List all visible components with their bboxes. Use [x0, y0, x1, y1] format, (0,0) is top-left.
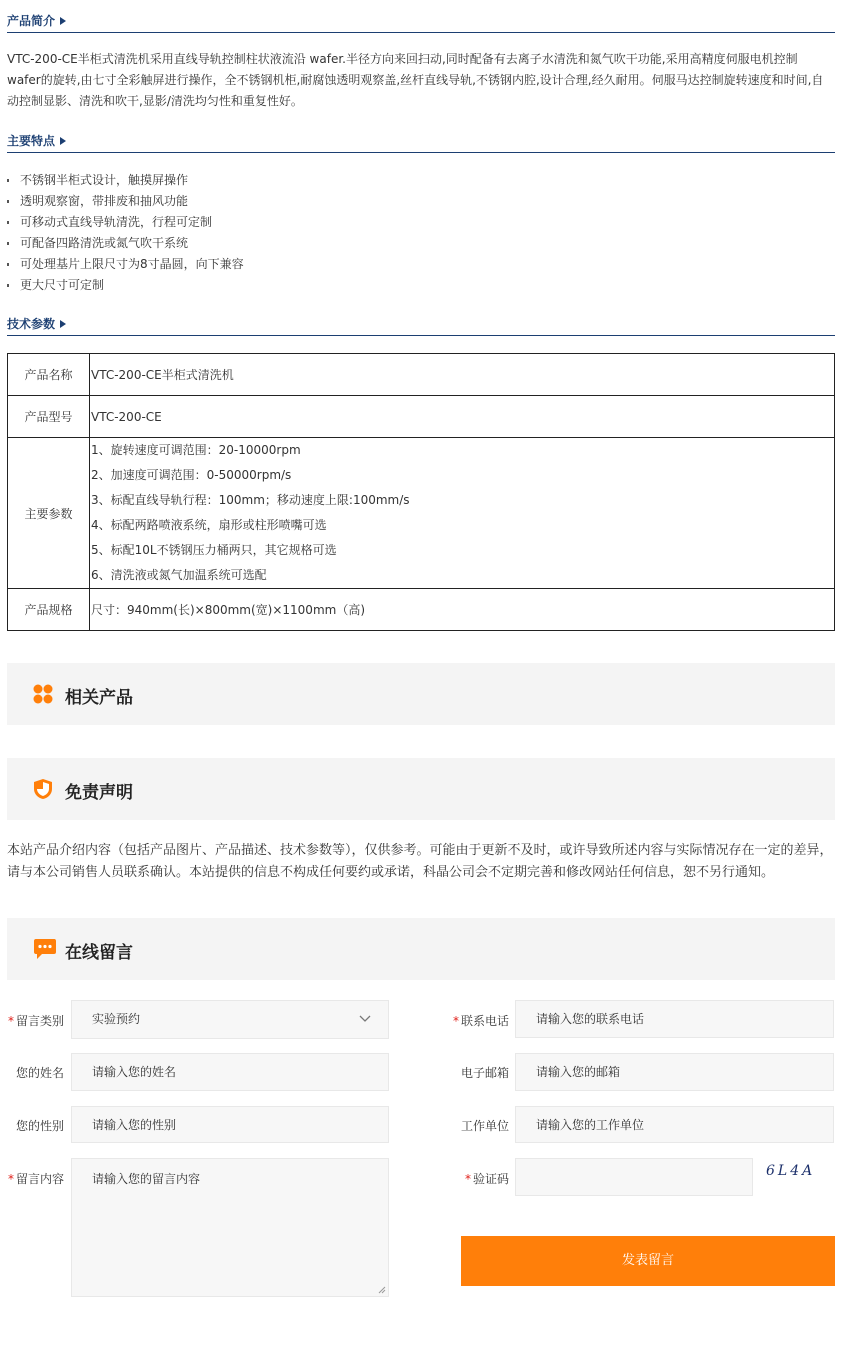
captcha-input[interactable] [515, 1158, 753, 1196]
intro-text: VTC-200-CE半柜式清洗机采用直线导轨控制柱状液流沿 wafer.半径方向来回扫动,同时配备有去离子水清洗和氮气吹干功能,采用高精度伺服电机控制 wafer的旋转,由七寸全彩触屏进行操作，全不锈钢机柜,耐腐蚀透明观察盖,丝杆直线导轨,不锈钢内腔,设计合理,经久耐用。伺服马达控制旋转速度和时间,自动控制显影、清洗和吹干,显影/清洗均匀性和重复性好。 [7, 52, 824, 108]
category-select[interactable]: 实验预约 [71, 1000, 389, 1039]
phone-input[interactable]: 请输入您的联系电话 [515, 1000, 834, 1038]
disclaimer-title: 免责声明 [65, 783, 133, 803]
list-item: 可移动式直线导轨清洗，行程可定制 [7, 212, 835, 233]
list-item: 可处理基片上限尺寸为8寸晶圆，向下兼容 [7, 254, 835, 275]
captcha-image[interactable]: 6L4A [766, 1163, 816, 1179]
chat-icon [33, 938, 57, 960]
shield-icon [33, 778, 53, 800]
list-item: 2、加速度可调范围：0-50000rpm/s [91, 468, 292, 482]
table-value [90, 438, 835, 589]
company-label: 工作单位 [460, 1119, 509, 1133]
submit-button[interactable]: 发表留言 [461, 1236, 835, 1286]
list-item: 3、标配直线导轨行程：100mm；移动速度上限:100mm/s [91, 493, 410, 507]
gender-label: 您的性别 [15, 1119, 64, 1133]
message-title: 在线留言 [65, 943, 133, 963]
list-item: 透明观察窗，带排废和抽风功能 [7, 191, 835, 212]
category-label: * 留言类别 [7, 1014, 64, 1028]
features-list [7, 170, 835, 296]
phone-label: * 联系电话 [452, 1014, 509, 1028]
table-row [8, 396, 835, 438]
table-key: 产品型号 [8, 396, 90, 438]
table-row [8, 354, 835, 396]
related-products-bar [7, 663, 835, 725]
name-input[interactable]: 请输入您的姓名 [71, 1053, 389, 1091]
disclaimer-text: 本站产品介绍内容（包括产品图片、产品描述、技术参数等），仅供参考。可能由于更新不及时，或许导致所述内容与实际情况存在一定的差异，请与本公司销售人员联系确认。本站提供的信息不构成任何要约或承诺，科晶公司会不定期完善和修改网站任何信息，恕不另行通知。 [7, 843, 833, 880]
table-value: 尺寸：940mm(长)×800mm(宽)×1100mm（高) [90, 589, 835, 631]
captcha-label: * 验证码 [464, 1172, 509, 1186]
table-key: 产品规格 [8, 589, 90, 631]
message-bar [7, 918, 835, 980]
gender-input[interactable]: 请输入您的性别 [71, 1106, 389, 1143]
content-textarea[interactable]: 请输入您的留言内容 [71, 1158, 389, 1297]
list-item: 5、标配10L不锈钢压力桶两只，其它规格可选 [91, 543, 337, 557]
specs-section [7, 313, 835, 336]
resize-handle-icon[interactable] [378, 1286, 386, 1294]
list-item: 6、清洗液或氮气加温系统可选配 [91, 568, 267, 582]
features-section [7, 130, 835, 296]
list-item: 1、旋转速度可调范围：20-10000rpm [91, 443, 301, 457]
table-key: 产品名称 [8, 354, 90, 396]
list-item: 不锈钢半柜式设计，触摸屏操作 [7, 170, 835, 191]
triangle-right-icon [60, 137, 66, 145]
clover-icon [33, 684, 53, 704]
email-input[interactable]: 请输入您的邮箱 [515, 1053, 834, 1091]
list-item: 更大尺寸可定制 [7, 275, 835, 296]
chevron-down-icon [359, 1015, 371, 1023]
company-input[interactable]: 请输入您的工作单位 [515, 1106, 834, 1143]
triangle-right-icon [60, 17, 66, 25]
features-heading: 主要特点 [7, 130, 835, 153]
triangle-right-icon [60, 320, 66, 328]
specs-heading: 技术参数 [7, 313, 835, 336]
table-value: VTC-200-CE半柜式清洗机 [90, 354, 835, 396]
disclaimer-bar [7, 758, 835, 820]
related-products-title: 相关产品 [65, 688, 133, 708]
table-key: 主要参数 [8, 438, 90, 589]
table-row [8, 438, 835, 589]
email-label: 电子邮箱 [460, 1066, 509, 1080]
params-list [91, 438, 834, 588]
content-label: * 留言内容 [7, 1172, 64, 1186]
list-item: 可配备四路清洗或氮气吹干系统 [7, 233, 835, 254]
intro-section [7, 10, 835, 112]
table-row [8, 589, 835, 631]
specs-table-wrap [7, 353, 835, 631]
specs-table [7, 353, 835, 631]
list-item: 4、标配两路喷液系统，扇形或柱形喷嘴可选 [91, 518, 327, 532]
name-label: 您的姓名 [15, 1066, 64, 1080]
intro-heading: 产品简介 [7, 10, 835, 33]
table-value: VTC-200-CE [90, 396, 835, 438]
